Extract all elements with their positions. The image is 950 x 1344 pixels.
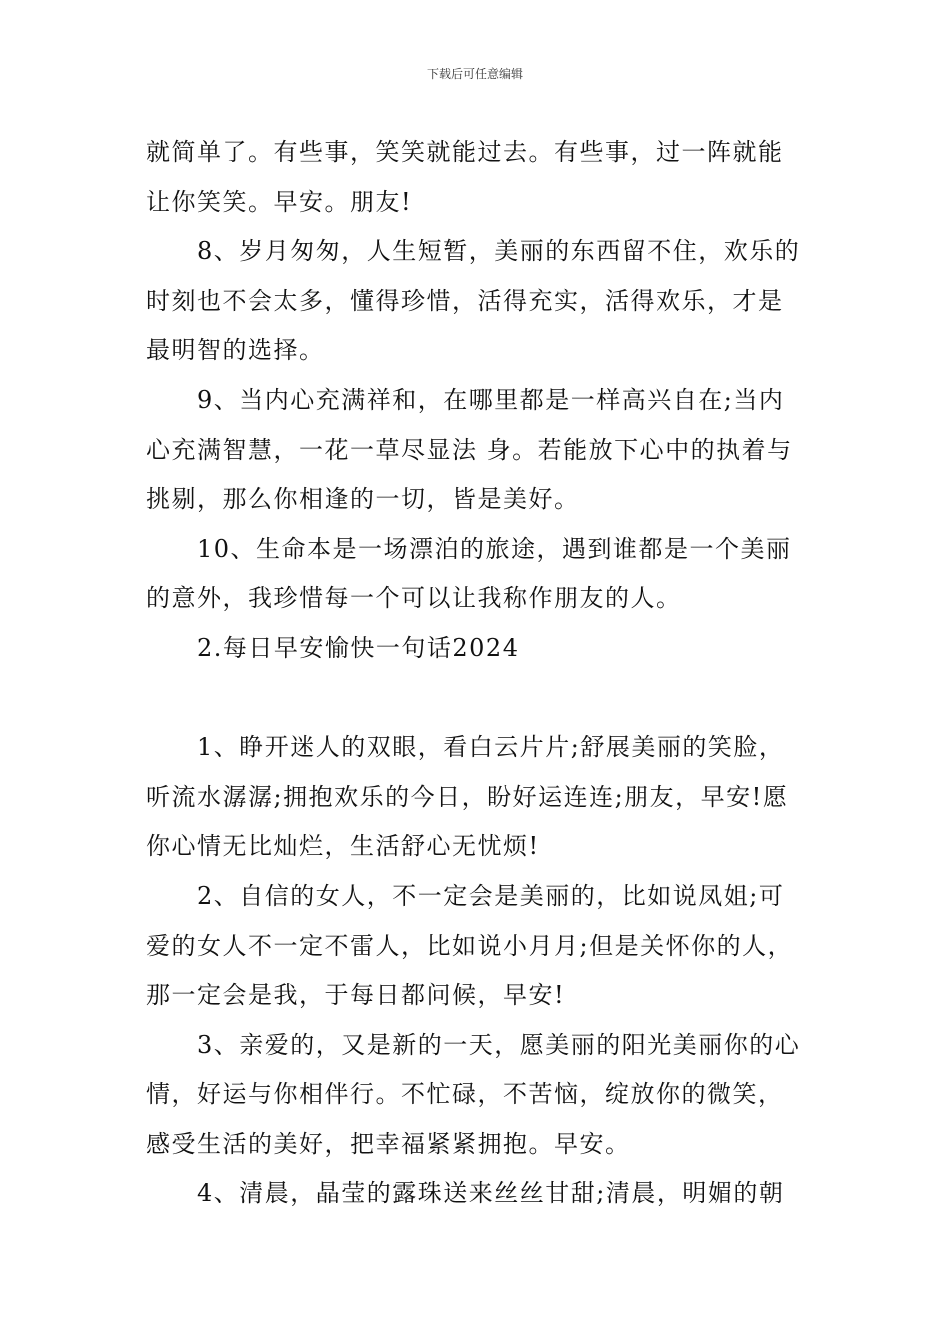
section-heading: 2.每日早安愉快一句话2024	[197, 633, 520, 662]
text-line: 听流水潺潺;拥抱欢乐的今日，盼好运连连;朋友，早安!愿	[146, 782, 789, 811]
text-line: 9、当内心充满祥和，在哪里都是一样高兴自在;当内	[197, 385, 785, 414]
text-line: 你心情无比灿烂，生活舒心无忧烦!	[146, 832, 540, 861]
text-line: 8、岁月匆匆，人生短暂，美丽的东西留不住，欢乐的	[197, 237, 801, 266]
document-body	[146, 128, 812, 1219]
text-line: 2、自信的女人，不一定会是美丽的，比如说凤姐;可	[197, 881, 785, 910]
text-line: 那一定会是我，于每日都问候，早安!	[146, 981, 566, 1010]
page-header: 下载后可任意编辑	[426, 67, 523, 81]
text-line: 的意外，我珍惜每一个可以让我称作朋友的人。	[146, 584, 682, 613]
text-line: 4、清晨，晶莹的露珠送来丝丝甘甜;清晨，明媚的朝	[197, 1179, 785, 1208]
text-line: 3、亲爱的，又是新的一天，愿美丽的阳光美丽你的心	[197, 1030, 801, 1059]
text-line: 让你笑笑。早安。朋友!	[146, 187, 413, 216]
text-line: 感受生活的美好，把幸福紧紧拥抱。早安。	[146, 1129, 631, 1158]
text-line: 1、睁开迷人的双眼，看白云片片;舒展美丽的笑脸，	[197, 733, 785, 762]
text-line: 挑剔，那么你相逢的一切，皆是美好。	[146, 485, 580, 514]
text-line: 就简单了。有些事，笑笑就能过去。有些事，过一阵就能	[146, 138, 784, 166]
text-line: 最明智的选择。	[146, 336, 325, 365]
text-line: 时刻也不会太多，懂得珍惜，活得充实，活得欢乐，才是	[146, 286, 784, 315]
text-line: 爱的女人不一定不雷人，比如说小月月;但是关怀你的人，	[146, 931, 794, 960]
blank-line	[146, 674, 812, 724]
text-line: 情，好运与你相伴行。不忙碌，不苦恼，绽放你的微笑，	[146, 1080, 784, 1109]
text-line: 心充满智慧，一花一草尽显法 身。若能放下心中的执着与	[146, 435, 793, 464]
text-line: 10、生命本是一场漂泊的旅途，遇到谁都是一个美丽	[197, 534, 792, 563]
